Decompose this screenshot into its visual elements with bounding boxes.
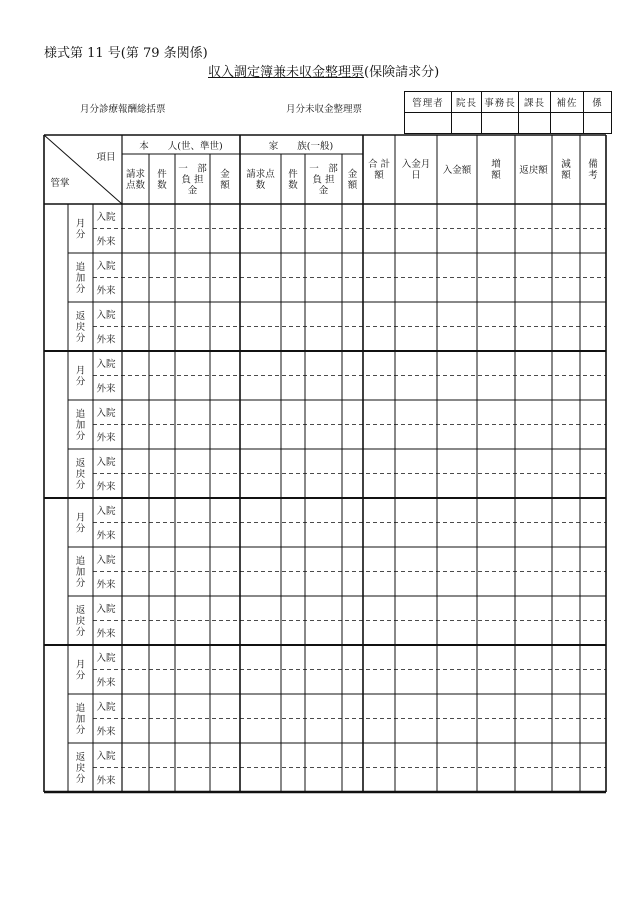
- row-label-outpatient: 外来: [96, 383, 116, 395]
- svg-text:返: 返: [75, 605, 86, 616]
- svg-text:返: 返: [75, 458, 86, 469]
- row-label-inpatient: 入院: [96, 211, 116, 223]
- svg-text:戻: 戻: [75, 469, 86, 480]
- svg-text:額: 額: [347, 180, 358, 191]
- svg-text:数: 数: [157, 180, 167, 191]
- svg-text:減: 減: [561, 159, 571, 170]
- svg-text:金: 金: [347, 169, 358, 180]
- svg-text:返: 返: [75, 311, 86, 322]
- svg-text:額: 額: [561, 170, 571, 181]
- svg-text:請求点: 請求点: [246, 169, 275, 180]
- svg-text:月: 月: [75, 365, 86, 377]
- corner-diagonal: [44, 135, 122, 204]
- row-label-outpatient: 外来: [96, 530, 116, 542]
- row-label-inpatient: 入院: [96, 407, 116, 419]
- row-label-inpatient: 入院: [96, 309, 116, 321]
- svg-text:分: 分: [75, 284, 86, 295]
- svg-text:追: 追: [75, 703, 86, 714]
- row-label-outpatient: 外来: [96, 677, 116, 689]
- family-amount-header: [348, 168, 358, 191]
- svg-text:月: 月: [75, 218, 86, 230]
- insured-copay-header: [178, 163, 207, 197]
- svg-text:追: 追: [75, 262, 86, 273]
- group-label-1: [76, 261, 86, 295]
- row-label-outpatient: 外来: [96, 334, 116, 346]
- monthly-arrears-summary-label: 月分未収金整理票: [286, 104, 363, 115]
- svg-text:件: 件: [288, 169, 298, 180]
- group-label-0: [76, 366, 86, 388]
- group-label-0: [76, 660, 86, 682]
- insured-claim-points-header: [126, 168, 146, 191]
- group-label-2: [76, 458, 86, 491]
- svg-text:加: 加: [75, 714, 86, 725]
- group-label-2: [76, 752, 86, 785]
- row-label-inpatient: 入院: [96, 456, 116, 468]
- svg-text:金: 金: [318, 185, 329, 197]
- remarks-header: [588, 158, 598, 181]
- svg-text:増: 増: [491, 159, 501, 170]
- svg-text:日: 日: [411, 170, 421, 181]
- svg-text:分: 分: [75, 480, 86, 491]
- svg-text:分: 分: [75, 376, 86, 388]
- group-label-0: [76, 513, 86, 535]
- item-header: 項目: [96, 152, 116, 163]
- svg-text:戻: 戻: [75, 616, 86, 627]
- svg-text:分: 分: [75, 627, 86, 638]
- insured-amount-header: [220, 168, 230, 191]
- svg-text:一 部: 一 部: [309, 163, 338, 175]
- row-label-outpatient: 外来: [96, 285, 116, 297]
- refund-amount-header: 返戻額: [519, 165, 548, 176]
- svg-text:請求: 請求: [125, 169, 146, 180]
- svg-text:負 担: 負 担: [181, 174, 204, 186]
- svg-text:分: 分: [75, 229, 86, 241]
- approval-assistant: 補佐: [551, 92, 584, 113]
- svg-text:返: 返: [75, 752, 86, 763]
- group-label-1: [76, 408, 86, 442]
- svg-text:加: 加: [75, 567, 86, 578]
- title-suffix: (保険請求分): [364, 65, 440, 80]
- svg-text:追: 追: [75, 556, 86, 567]
- svg-text:分: 分: [75, 333, 86, 344]
- svg-text:月: 月: [75, 512, 86, 524]
- row-label-inpatient: 入院: [96, 505, 116, 517]
- row-label-outpatient: 外来: [96, 726, 116, 738]
- svg-text:数: 数: [288, 180, 298, 191]
- family-group-header: 家 族(一般): [268, 141, 334, 152]
- approval-office-head: 事務長: [482, 92, 519, 113]
- increase-header: [491, 158, 501, 181]
- approval-manager: 管理者: [405, 92, 452, 113]
- row-label-outpatient: 外来: [96, 628, 116, 640]
- office-header: 管掌: [50, 178, 70, 189]
- approval-staff: 係: [584, 92, 612, 113]
- svg-text:追: 追: [75, 409, 86, 420]
- svg-text:戻: 戻: [75, 763, 86, 774]
- row-label-inpatient: 入院: [96, 554, 116, 566]
- svg-text:分: 分: [75, 774, 86, 785]
- row-label-inpatient: 入院: [96, 603, 116, 615]
- approval-section-chief: 課長: [519, 92, 551, 113]
- svg-text:額: 額: [220, 180, 230, 191]
- row-label-inpatient: 入院: [96, 750, 116, 762]
- row-label-inpatient: 入院: [96, 260, 116, 272]
- svg-text:金: 金: [187, 185, 198, 197]
- row-label-outpatient: 外来: [96, 579, 116, 591]
- svg-text:分: 分: [75, 523, 86, 535]
- svg-text:金: 金: [220, 169, 230, 180]
- row-label-inpatient: 入院: [96, 701, 116, 713]
- svg-text:分: 分: [75, 431, 86, 442]
- row-label-outpatient: 外来: [96, 775, 116, 787]
- svg-text:月: 月: [75, 659, 86, 671]
- decrease-header: [561, 158, 571, 181]
- payment-amount-header: 入金額: [442, 165, 472, 176]
- total-header: [368, 158, 391, 181]
- svg-text:点数: 点数: [125, 180, 146, 191]
- insured-group-header: 本 人(世、準世): [139, 141, 223, 152]
- family-count-header: [288, 168, 298, 191]
- family-claim-points-header: [246, 168, 275, 191]
- svg-text:合 計: 合 計: [367, 159, 391, 170]
- group-label-0: [76, 219, 86, 241]
- svg-text:数: 数: [255, 180, 266, 191]
- svg-text:入金月: 入金月: [401, 159, 431, 170]
- svg-text:額: 額: [374, 170, 384, 181]
- row-label-outpatient: 外来: [96, 432, 116, 444]
- svg-text:額: 額: [491, 170, 501, 181]
- title-main: 収入調定簿兼未収金整理票: [208, 65, 365, 80]
- payment-date-header: [402, 158, 431, 181]
- row-label-outpatient: 外来: [96, 481, 116, 493]
- svg-text:加: 加: [75, 420, 86, 431]
- row-label-inpatient: 入院: [96, 652, 116, 664]
- svg-text:戻: 戻: [75, 322, 86, 333]
- svg-text:考: 考: [588, 170, 598, 181]
- svg-text:一 部: 一 部: [178, 163, 207, 175]
- svg-text:分: 分: [75, 725, 86, 736]
- approval-director: 院長: [452, 92, 482, 113]
- svg-text:備: 備: [588, 159, 598, 170]
- row-label-outpatient: 外来: [96, 236, 116, 248]
- group-label-1: [76, 555, 86, 589]
- group-label-1: [76, 702, 86, 736]
- family-copay-header: [309, 163, 338, 197]
- group-label-2: [76, 605, 86, 638]
- form-number: 様式第 11 号(第 79 条関係): [44, 46, 208, 61]
- svg-text:負 担: 負 担: [312, 174, 335, 186]
- group-label-2: [76, 311, 86, 344]
- svg-text:分: 分: [75, 670, 86, 682]
- monthly-claims-summary-label: 月分診療報酬総括票: [80, 104, 166, 115]
- svg-text:件: 件: [157, 169, 167, 180]
- svg-text:加: 加: [75, 273, 86, 284]
- row-label-inpatient: 入院: [96, 358, 116, 370]
- insured-count-header: [157, 168, 167, 191]
- svg-text:分: 分: [75, 578, 86, 589]
